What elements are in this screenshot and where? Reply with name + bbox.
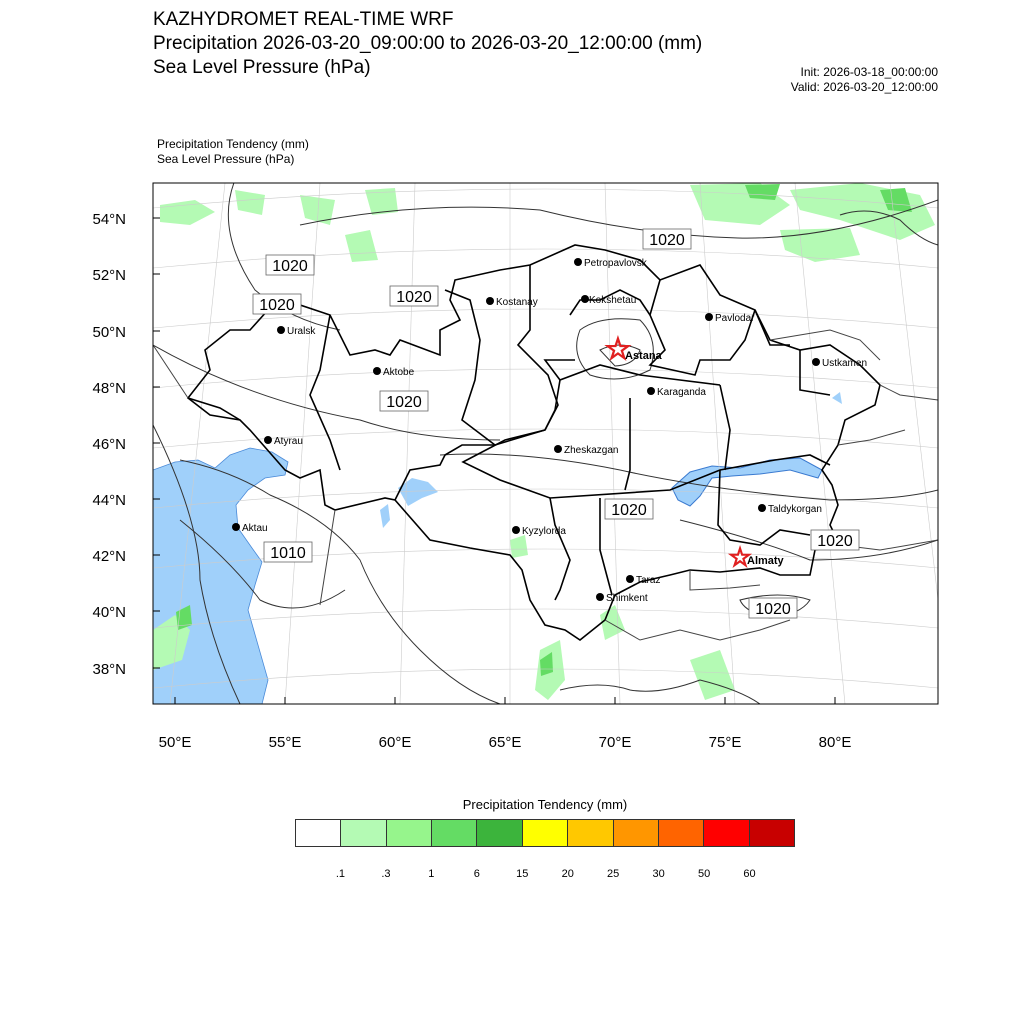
colorbar-swatch bbox=[750, 820, 794, 846]
colorbar-label: 25 bbox=[607, 868, 620, 880]
city-marker bbox=[264, 436, 272, 444]
colorbar-swatch bbox=[704, 820, 749, 846]
title-line2: Precipitation 2026-03-20_09:00:00 to 2026-03-20_12:00:00 (mm) bbox=[153, 33, 703, 54]
lat-label-44: 44°N bbox=[92, 492, 126, 509]
city-marker bbox=[232, 523, 240, 531]
city-marker bbox=[626, 575, 634, 583]
colorbar-swatch bbox=[659, 820, 704, 846]
city-marker bbox=[705, 313, 713, 321]
city-label-aktobe: Aktobe bbox=[383, 367, 415, 378]
colorbar-swatch bbox=[341, 820, 386, 846]
city-label-shimkent: Shimkent bbox=[606, 593, 648, 604]
lat-label-52: 52°N bbox=[92, 267, 126, 284]
contour-label: 1020 bbox=[611, 502, 647, 519]
lon-label-50: 50°E bbox=[158, 734, 192, 751]
city-marker bbox=[596, 593, 604, 601]
city-marker bbox=[277, 326, 285, 334]
lon-label-60: 60°E bbox=[378, 734, 412, 751]
contour-label: 1020 bbox=[386, 394, 422, 411]
title-line1: KAZHYDROMET REAL-TIME WRF bbox=[153, 9, 454, 30]
city-marker bbox=[512, 526, 520, 534]
city-marker bbox=[574, 258, 582, 266]
contour-label: 1020 bbox=[817, 533, 853, 550]
colorbar-label: .3 bbox=[381, 868, 391, 880]
lat-label-48: 48°N bbox=[92, 380, 126, 397]
colorbar-swatch bbox=[432, 820, 477, 846]
lat-label-50: 50°N bbox=[92, 324, 126, 341]
city-label-atyrau: Atyrau bbox=[274, 436, 303, 447]
city-marker bbox=[812, 358, 820, 366]
contour-label: 1020 bbox=[755, 601, 791, 618]
city-label-kokshetau: Kokshetau bbox=[589, 295, 637, 306]
city-label-kyzylorda: Kyzylorda bbox=[522, 526, 566, 537]
city-marker bbox=[373, 367, 381, 375]
contour-label: 1020 bbox=[272, 258, 308, 275]
lat-label-40: 40°N bbox=[92, 604, 126, 621]
city-marker bbox=[554, 445, 562, 453]
colorbar-swatch bbox=[477, 820, 522, 846]
city-label-uralsk: Uralsk bbox=[287, 326, 316, 337]
city-label-astana: Astana bbox=[625, 350, 662, 362]
lon-label-55: 55°E bbox=[268, 734, 302, 751]
subtitle-precip: Precipitation Tendency (mm) bbox=[157, 137, 309, 151]
valid-time: Valid: 2026-03-20_12:00:00 bbox=[790, 80, 938, 94]
colorbar-title: Precipitation Tendency (mm) bbox=[462, 797, 628, 812]
city-label-taldykorgan: Taldykorgan bbox=[768, 504, 822, 515]
colorbar-label: 20 bbox=[561, 868, 574, 880]
city-label-petropavlovsk: Petropavlovsk bbox=[584, 258, 647, 269]
city-label-kostanay: Kostanay bbox=[496, 297, 538, 308]
capital-star-icon: ☆ bbox=[728, 542, 752, 572]
city-marker bbox=[758, 504, 766, 512]
city-marker bbox=[647, 387, 655, 395]
colorbar-label: 30 bbox=[652, 868, 665, 880]
lon-label-75: 75°E bbox=[708, 734, 742, 751]
colorbar-swatch bbox=[296, 820, 341, 846]
colorbar-swatch bbox=[614, 820, 659, 846]
city-label-pavlodar: Pavlodar bbox=[715, 313, 755, 324]
lon-label-65: 65°E bbox=[488, 734, 522, 751]
contour-label: 1020 bbox=[259, 297, 295, 314]
city-marker bbox=[486, 297, 494, 305]
lat-label-38: 38°N bbox=[92, 661, 126, 678]
colorbar bbox=[295, 819, 795, 847]
capital-star-icon: ☆ bbox=[604, 333, 632, 366]
colorbar-label: .1 bbox=[335, 868, 346, 880]
colorbar-label: 60 bbox=[743, 868, 756, 880]
contour-label: 1020 bbox=[396, 289, 432, 306]
lat-label-46: 46°N bbox=[92, 436, 126, 453]
city-label-ustkamen: Ustkamen bbox=[822, 358, 868, 369]
lon-label-80: 80°E bbox=[818, 734, 852, 751]
subtitle-slp: Sea Level Pressure (hPa) bbox=[157, 152, 295, 166]
city-label-aktau: Aktau bbox=[242, 523, 268, 534]
city-marker bbox=[581, 295, 589, 303]
colorbar-swatch bbox=[568, 820, 613, 846]
contour-label: 1010 bbox=[270, 545, 306, 562]
init-time: Init: 2026-03-18_00:00:00 bbox=[800, 65, 938, 79]
city-label-taraz: Taraz bbox=[636, 575, 661, 586]
lon-label-70: 70°E bbox=[598, 734, 632, 751]
colorbar-label: 1 bbox=[428, 868, 435, 880]
title-line3: Sea Level Pressure (hPa) bbox=[153, 57, 371, 78]
colorbar-swatch bbox=[523, 820, 568, 846]
city-label-almaty: Almaty bbox=[747, 555, 784, 567]
contour-label: 1020 bbox=[649, 232, 685, 249]
colorbar-label: 15 bbox=[516, 868, 529, 880]
city-label-karaganda: Karaganda bbox=[657, 387, 706, 398]
lat-label-54: 54°N bbox=[92, 211, 126, 228]
colorbar-swatch bbox=[387, 820, 432, 846]
lat-label-42: 42°N bbox=[92, 548, 126, 565]
colorbar-label: 50 bbox=[697, 868, 711, 880]
city-label-zheskazgan: Zheskazgan bbox=[564, 445, 619, 456]
colorbar-label: 6 bbox=[473, 868, 480, 880]
